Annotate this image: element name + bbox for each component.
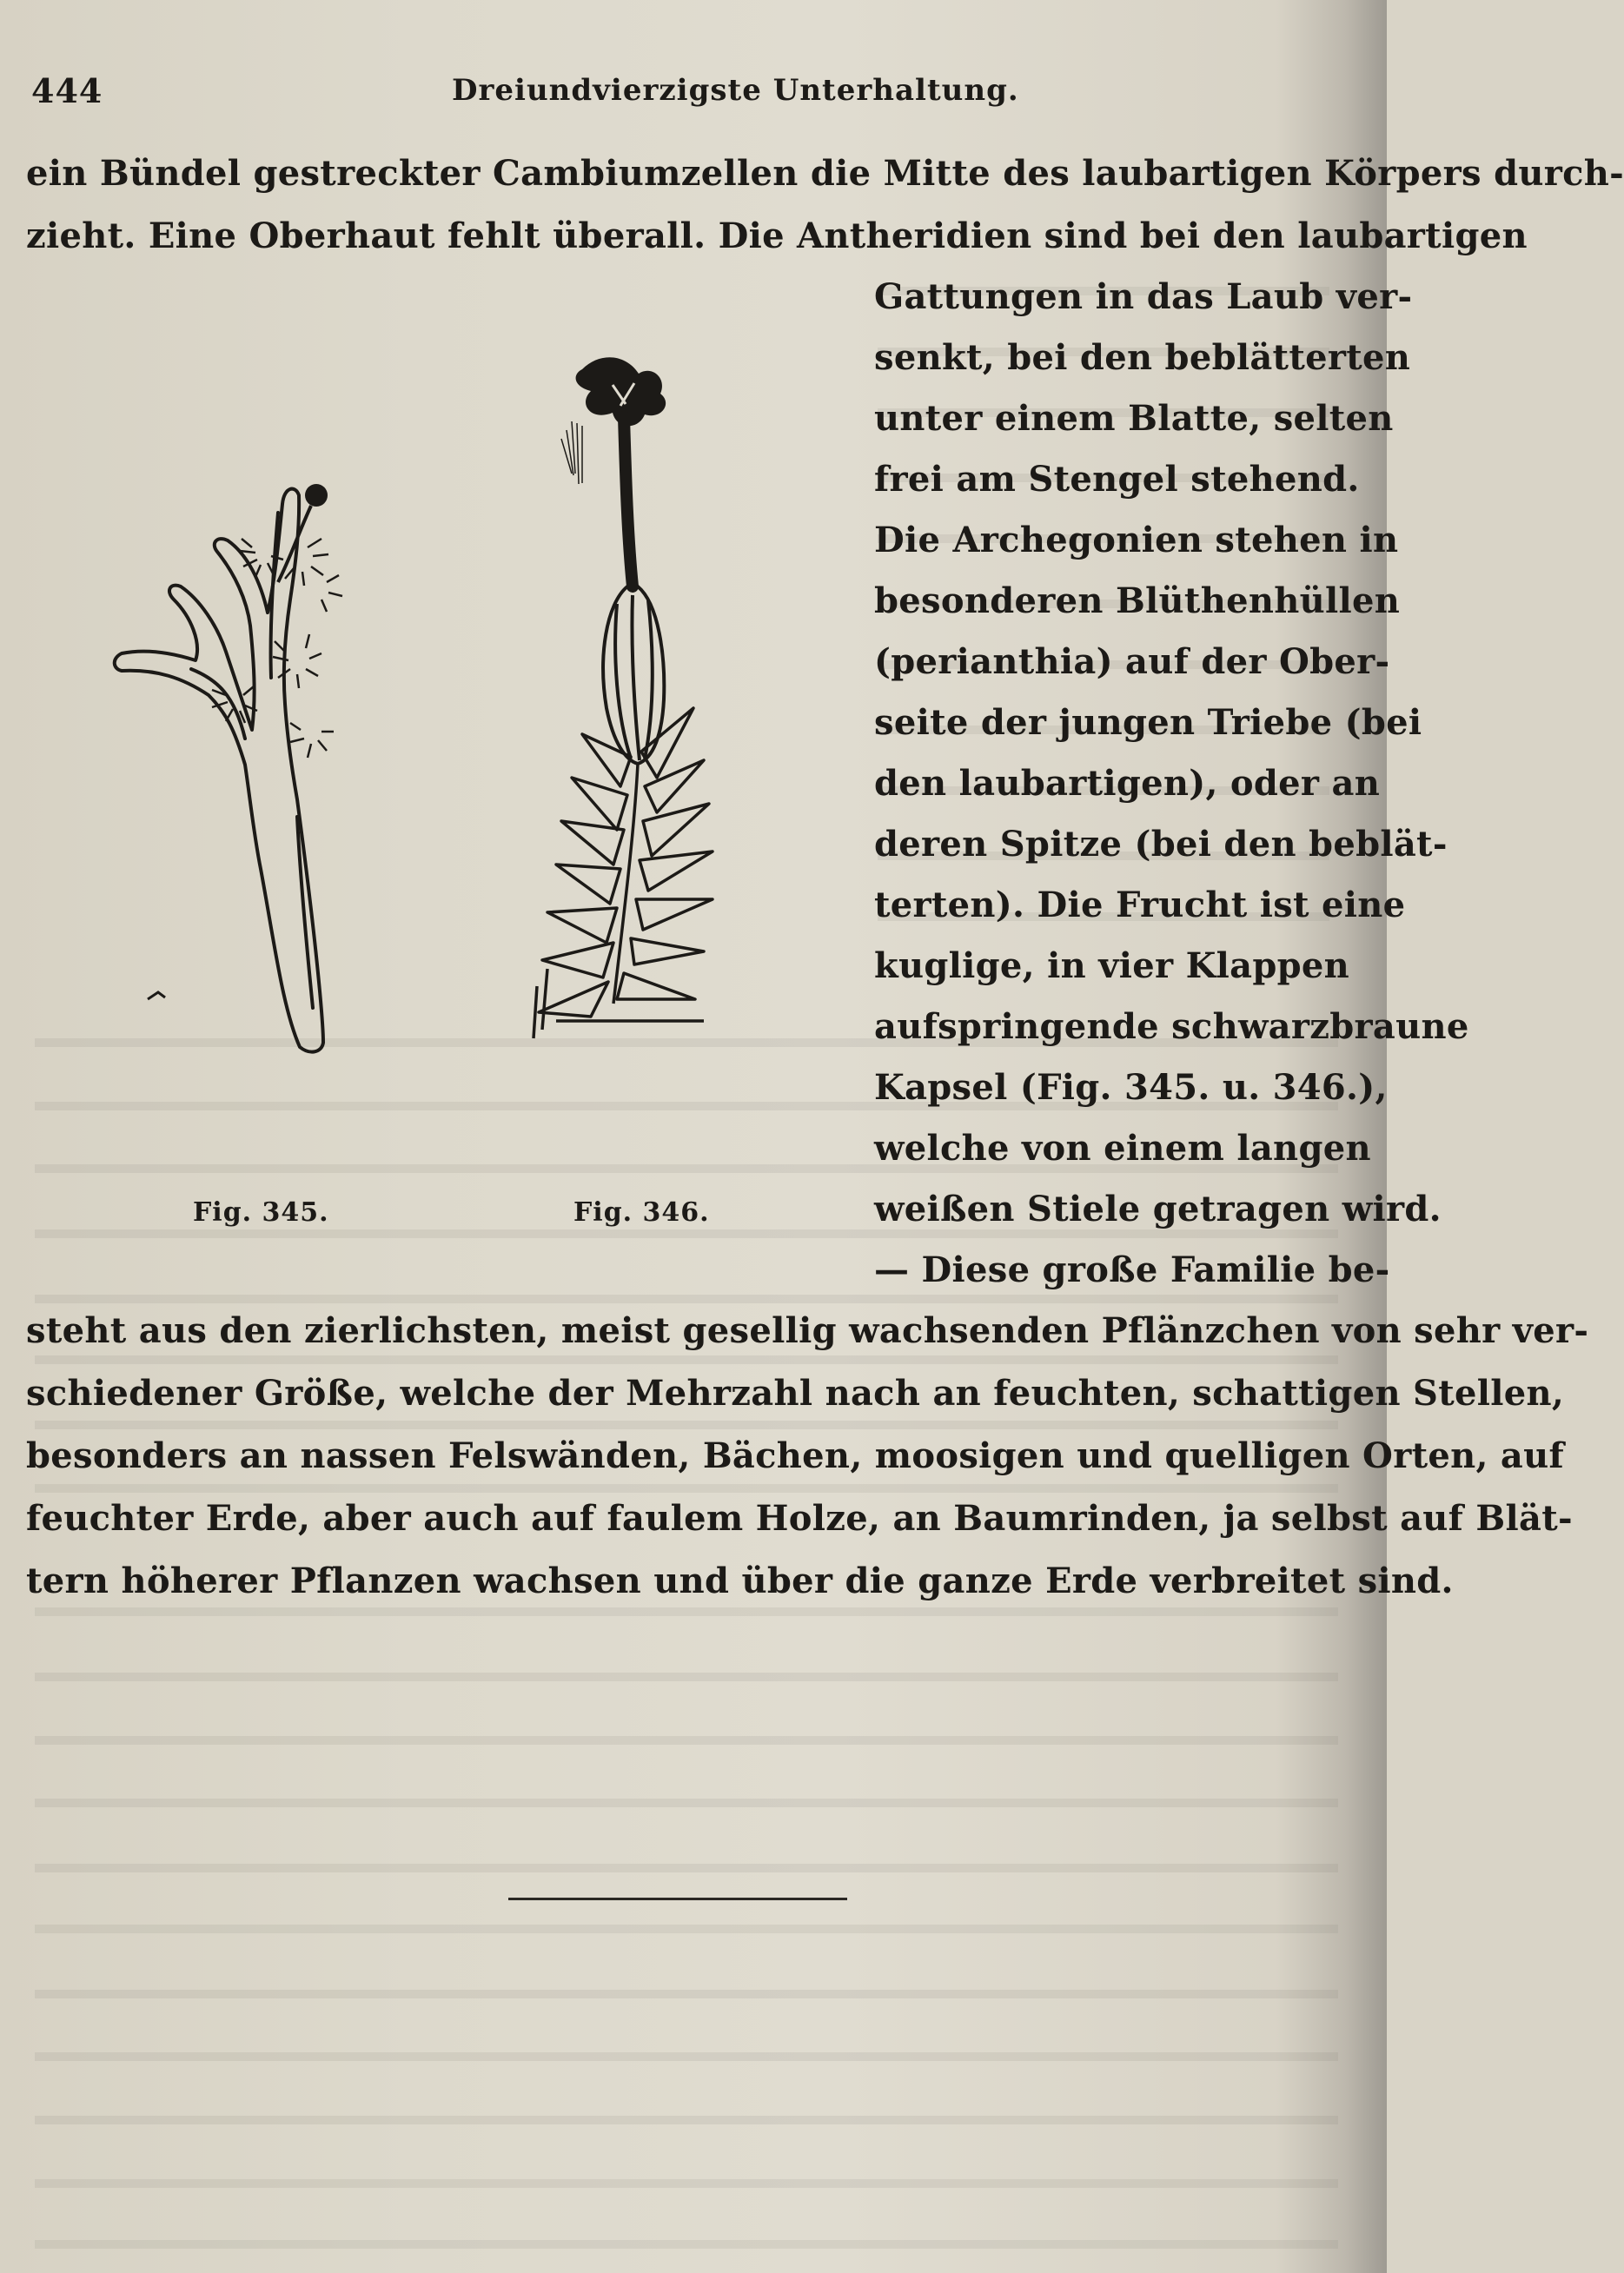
- running-head: [26, 68, 1347, 120]
- body-line: zieht. Eine Oberhaut fehlt überall. Die Antheridien sind bei den laubartigen: [26, 215, 1528, 256]
- figure-345-caption: Fig. 345.: [193, 1197, 329, 1228]
- column-line: senkt, bei den beblätterten: [874, 337, 1411, 378]
- running-title: Dreiundvierzigste Unterhaltung.: [452, 73, 1019, 108]
- column-line: Die Archegonien stehen in: [874, 520, 1399, 560]
- column-line: deren Spitze (bei den beblät-: [874, 824, 1448, 865]
- column-line: kuglige, in vier Klappen: [874, 945, 1350, 986]
- column-line: unter einem Blatte, selten: [874, 398, 1394, 439]
- column-line: seite der jungen Triebe (bei: [874, 702, 1422, 743]
- body-line: feuchter Erde, aber auch auf faulem Holze, an Baumrinden, ja selbst auf Blät-: [26, 1498, 1573, 1539]
- figure-346-caption: Fig. 346.: [573, 1197, 710, 1228]
- column-line: besonderen Blüthenhüllen: [874, 580, 1401, 621]
- section-rule: [508, 1898, 847, 1900]
- column-line: terten). Die Frucht ist eine: [874, 885, 1406, 925]
- column-line: aufspringende schwarzbraune: [874, 1006, 1469, 1047]
- body-line: besonders an nassen Felswänden, Bächen, moosigen und quelligen Orten, auf: [26, 1435, 1565, 1476]
- figure-345-liverwort-illustration: [104, 452, 400, 1060]
- column-line: Kapsel (Fig. 345. u. 346.),: [874, 1067, 1388, 1108]
- body-line: ein Bündel gestreckter Cambiumzellen die Mitte des laubartigen Körpers durch-: [26, 153, 1624, 194]
- column-line: Gattungen in das Laub ver-: [874, 276, 1413, 317]
- body-line: tern höherer Pflanzen wachsen und über die ganze Erde verbreitet sind.: [26, 1561, 1454, 1601]
- body-line: schiedener Größe, welche der Mehrzahl nach an feuchten, schattigen Stellen,: [26, 1373, 1565, 1414]
- page-number: 444: [31, 71, 103, 110]
- body-line: steht aus den zierlichsten, meist gesellig wachsenden Pflänzchen von sehr ver-: [26, 1310, 1589, 1351]
- column-line: — Diese große Familie be-: [874, 1249, 1390, 1290]
- column-line: welche von einem langen: [874, 1128, 1371, 1169]
- column-line: weißen Stiele getragen wird.: [874, 1189, 1442, 1229]
- figure-346-moss-illustration: [530, 343, 791, 1056]
- column-line: (perianthia) auf der Ober-: [874, 641, 1390, 682]
- column-line: frei am Stengel stehend.: [874, 459, 1360, 500]
- column-line: den laubartigen), oder an: [874, 763, 1381, 804]
